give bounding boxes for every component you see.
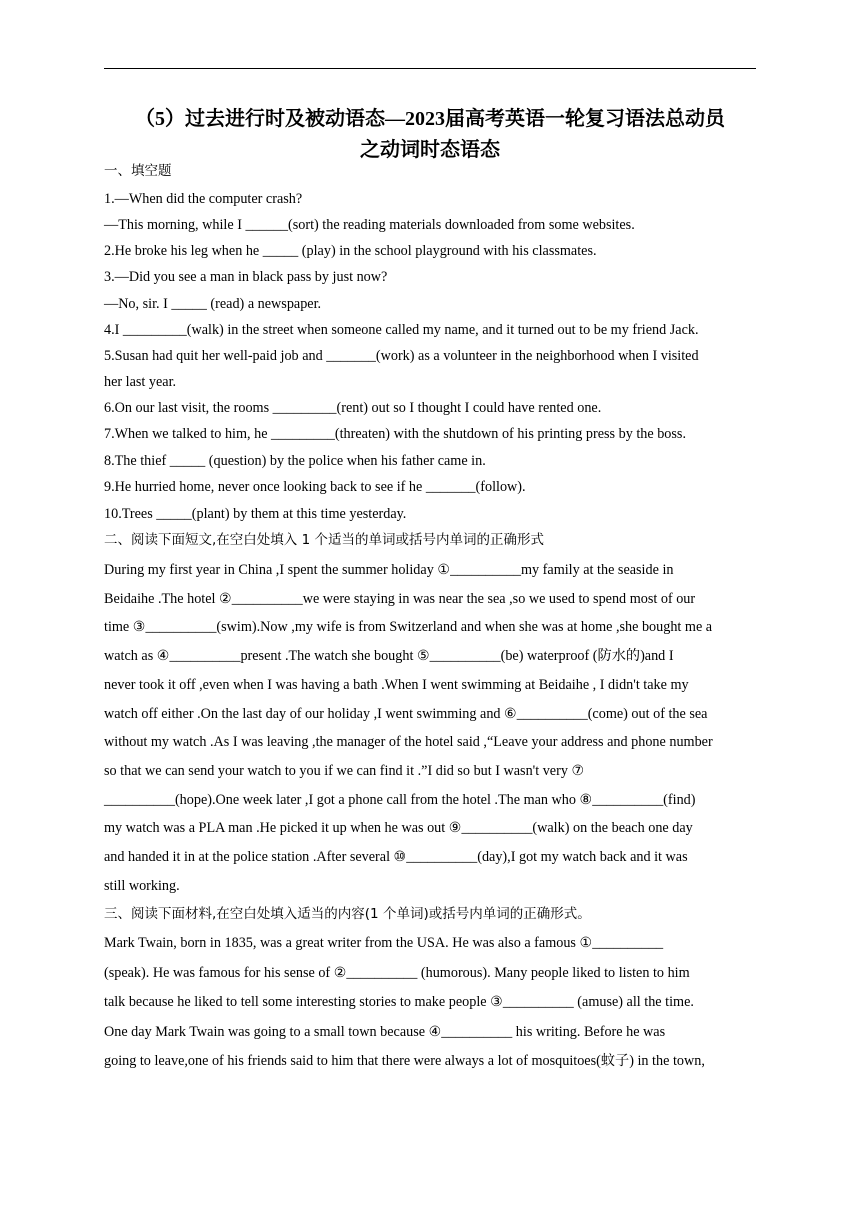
title-line-1: （5）过去进行时及被动语态—2023届高考英语一轮复习语法总动员 <box>135 108 725 130</box>
section-2-line: Beidaihe .The hotel ②__________we were staying in was near the sea ,so we used to spend most of our <box>104 591 696 607</box>
section-2-line: without my watch .As I was leaving ,the manager of the hotel said ,“Leave your address and phone number <box>104 734 713 750</box>
section-2-heading: 二、阅读下面短文,在空白处填入 1 个适当的单词或括号内单词的正确形式 <box>104 532 544 548</box>
section-3-line: Mark Twain, born in 1835, was a great writer from the USA. He was also a famous ①__________ <box>104 935 664 951</box>
section-3-heading: 三、阅读下面材料,在空白处填入适当的内容(1 个单词)或括号内单词的正确形式。 <box>104 906 591 922</box>
section-2-line: watch off either .On the last day of our holiday ,I went swimming and ⑥__________(come) out of the sea <box>104 706 708 722</box>
section-3-line: going to leave,one of his friends said to him that there were always a lot of mosquitoes(蚊子) in the town, <box>104 1053 705 1069</box>
section-2-line: __________(hope).One week later ,I got a phone call from the hotel .The man who ⑧__________(find) <box>104 792 696 808</box>
section-2-line: watch as ④__________present .The watch she bought ⑤__________(be) waterproof (防水的)and I <box>104 648 674 664</box>
document-title <box>104 104 756 166</box>
section-1-line: 1.—When did the computer crash? <box>104 191 303 207</box>
section-3-line: One day Mark Twain was going to a small town because ④__________ his writing. Before he was <box>104 1024 666 1040</box>
section-1-line: —No, sir. I _____ (read) a newspaper. <box>104 296 322 312</box>
section-1-line: 8.The thief _____ (question) by the police when his father came in. <box>104 453 486 469</box>
section-2-line: and handed it in at the police station .After several ⑩__________(day),I got my watch back and it was <box>104 849 688 865</box>
section-2-line: never took it off ,even when I was having a bath .When I went swimming at Beidaihe , I didn't take my <box>104 677 689 693</box>
section-2-line: still working. <box>104 878 180 894</box>
section-1-line: her last year. <box>104 374 177 390</box>
section-1-line: 2.He broke his leg when he _____ (play) in the school playground with his classmates. <box>104 243 597 259</box>
section-1-line: 3.—Did you see a man in black pass by just now? <box>104 269 388 285</box>
section-1-line: 9.He hurried home, never once looking back to see if he _______(follow). <box>104 479 526 495</box>
section-3-line: (speak). He was famous for his sense of ②__________ (humorous). Many people liked to listen to him <box>104 965 690 981</box>
title-line-2: 之动词时态语态 <box>360 139 500 161</box>
section-1-line: 6.On our last visit, the rooms _________(rent) out so I thought I could have rented one. <box>104 400 602 416</box>
section-1-line: 7.When we talked to him, he _________(threaten) with the shutdown of his printing press by the boss. <box>104 426 686 442</box>
section-2-line: so that we can send your watch to you if we can find it .”I did so but I wasn't very ⑦ <box>104 763 585 779</box>
section-3-line: talk because he liked to tell some interesting stories to make people ③__________ (amuse) all the time. <box>104 994 694 1010</box>
section-2-line: During my first year in China ,I spent the summer holiday ①__________my family at the seaside in <box>104 562 674 578</box>
section-1-line: —This morning, while I ______(sort) the reading materials downloaded from some websites. <box>104 217 635 233</box>
section-1-line: 4.I _________(walk) in the street when someone called my name, and it turned out to be my friend Jack. <box>104 322 699 338</box>
section-2-line: time ③__________(swim).Now ,my wife is from Switzerland and when she was at home ,she bought me a <box>104 619 713 635</box>
section-2-line: my watch was a PLA man .He picked it up when he was out ⑨__________(walk) on the beach one day <box>104 820 693 836</box>
section-1-line: 10.Trees _____(plant) by them at this time yesterday. <box>104 506 407 522</box>
section-1-heading: 一、填空题 <box>104 163 172 179</box>
section-1-line: 5.Susan had quit her well-paid job and _______(work) as a volunteer in the neighborhood when I visited <box>104 348 699 364</box>
header-rule <box>104 68 756 69</box>
